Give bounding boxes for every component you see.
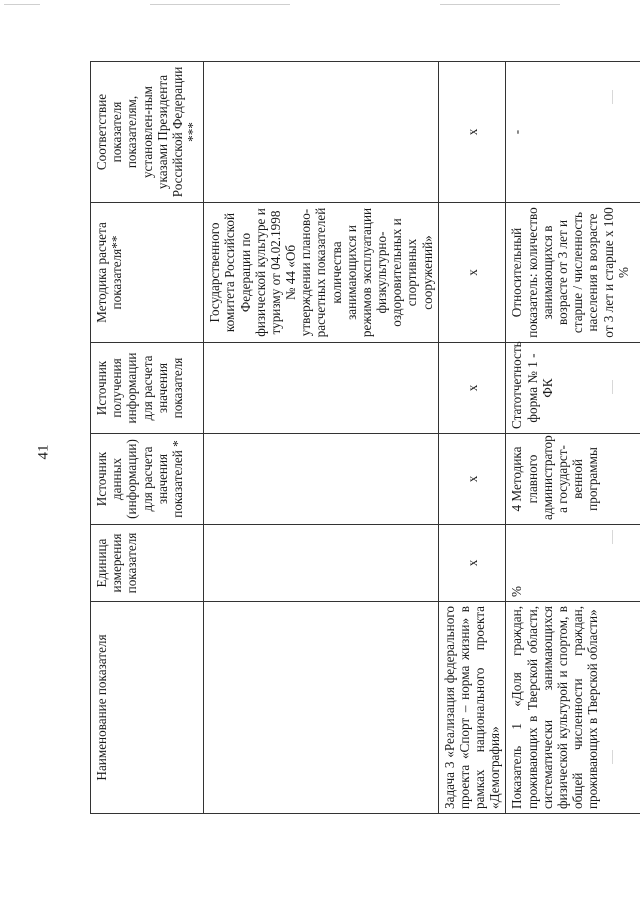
table-header-row [91,62,204,814]
header-name: Наименование показателя [91,602,204,814]
header-compliance: Соответствие показателя показателям, установлен-ным указами Президента Российской Федерации *** [91,62,204,203]
indicator-table [90,61,640,814]
header-method: Методика расчета показателя** [91,203,204,343]
page-number: 41 [35,444,52,460]
cell-prev-name [204,602,439,814]
cell-task-compliance: х [438,62,506,203]
cell-indicator-name: Показатель 1 «Доля граждан, проживающих в Тверской области, систематически занимающихся физической культурой и спортом, в общей численности граждан, проживающих в Тверской области» [506,602,640,814]
cell-prev-source-data [204,434,439,525]
cell-prev-compliance [204,62,439,203]
scan-artifacts [0,0,640,10]
cell-indicator-compliance: - [506,62,640,203]
scan-dash [440,4,560,5]
cell-prev-source-info [204,343,439,434]
cell-task-unit: х [438,525,506,602]
cell-prev-unit [204,525,439,602]
table-row-indicator [506,62,640,814]
table-row-prev [204,62,439,814]
cell-indicator-source-info: Статотчетность форма № 1 - ФК [506,343,640,434]
cell-task-source-info: х [438,343,506,434]
header-source-info: Источник получения информации для расчета значения показателя [91,343,204,434]
scan-dash [150,4,290,5]
cell-indicator-source-data: 4 Методика главного администратор а государст-венной программы [506,434,640,525]
cell-indicator-method: Относительный показатель: количество занимающихся в возрасте от 3 лет и старше / численность населения в возрасте от 3 лет и старше х 100 % [506,203,640,343]
cell-task-source-data: х [438,434,506,525]
rotated-page [90,62,640,809]
cell-task-method: х [438,203,506,343]
scan-dash [4,4,40,5]
header-unit: Единица измерения показателя [91,525,204,602]
cell-prev-method: Государственного комитета Российской Федерации по физической культуре и туризму от 04.02.1998 № 44 «Об утверждении планово-расчетных показателей количества занимающихся и режимов эксплуатации физкультурно-оздоровительных и спортивных сооружений» [204,203,439,343]
rotated-content [90,62,631,814]
cell-indicator-unit: % [506,525,640,602]
header-source-data: Источник данных (информации) для расчета значения показателей * [91,434,204,525]
table-row-task [438,62,506,814]
cell-task-name: Задача 3 «Реализация федерального проекта «Спорт – норма жизни» в рамках национального проекта «Демография» [438,602,506,814]
